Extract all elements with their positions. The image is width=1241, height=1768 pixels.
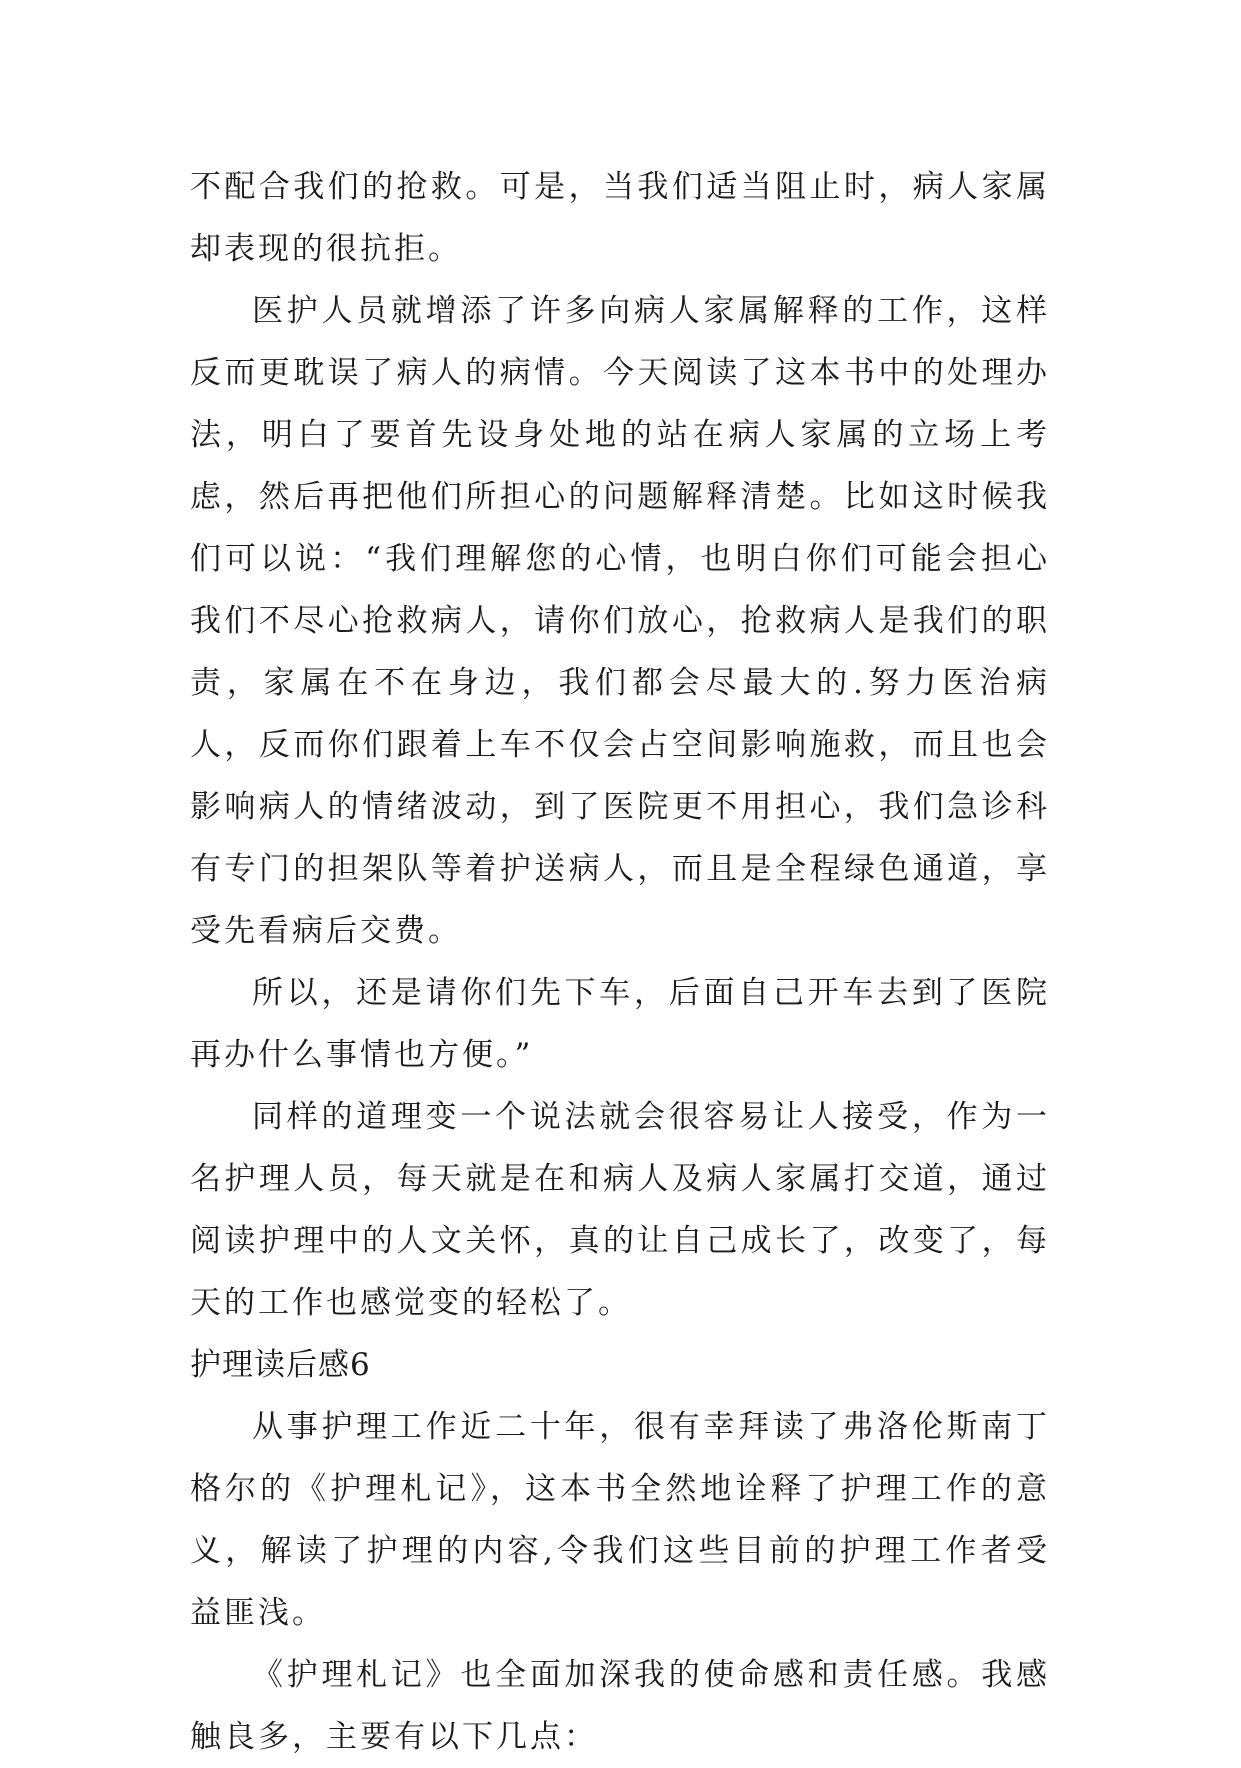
paragraph-2: 医护人员就增添了许多向病人家属解释的工作，这样反而更耽误了病人的病情。今天阅读了这本书中的处理办法，明白了要首先设身处地的站在病人家属的立场上考虑，然后再把他们所担心的问题解释清楚。比如这时候我们可以说：“我们理解您的心情，也明白你们可能会担心我们不尽心抢救病人，请你们放心，抢救病人是我们的职责，家属在不在身边，我们都会尽最大的.努力医治病人，反而你们跟着上车不仅会占空间影响施救，而且也会影响病人的情绪波动，到了医院更不用担心，我们急诊科有专门的担架队等着护送病人，而且是全程绿色通道，享受先看病后交费。 <box>190 293 1050 949</box>
paragraph-5: 从事护理工作近二十年，很有幸拜读了弗洛伦斯南丁格尔的《护理札记》，这本书全然地诠释了护理工作的意义，解读了护理的内容,令我们这些目前的护理工作者受益匪浅。 <box>190 1409 1050 1631</box>
paragraph-6: 《护理札记》也全面加深我的使命感和责任感。我感触良多，主要有以下几点： <box>190 1657 1050 1755</box>
section-heading: 护理读后感6 <box>190 1347 371 1383</box>
paragraph-4: 同样的道理变一个说法就会很容易让人接受，作为一名护理人员，每天就是在和病人及病人家属打交道，通过阅读护理中的人文关怀，真的让自己成长了，改变了，每天的工作也感觉变的轻松了。 <box>190 1099 1050 1321</box>
document-body <box>190 156 1050 1768</box>
paragraph-3: 所以，还是请你们先下车，后面自己开车去到了医院再办什么事情也方便。” <box>190 975 1050 1073</box>
paragraph-1: 不配合我们的抢救。可是，当我们适当阻止时，病人家属却表现的很抗拒。 <box>190 169 1050 267</box>
